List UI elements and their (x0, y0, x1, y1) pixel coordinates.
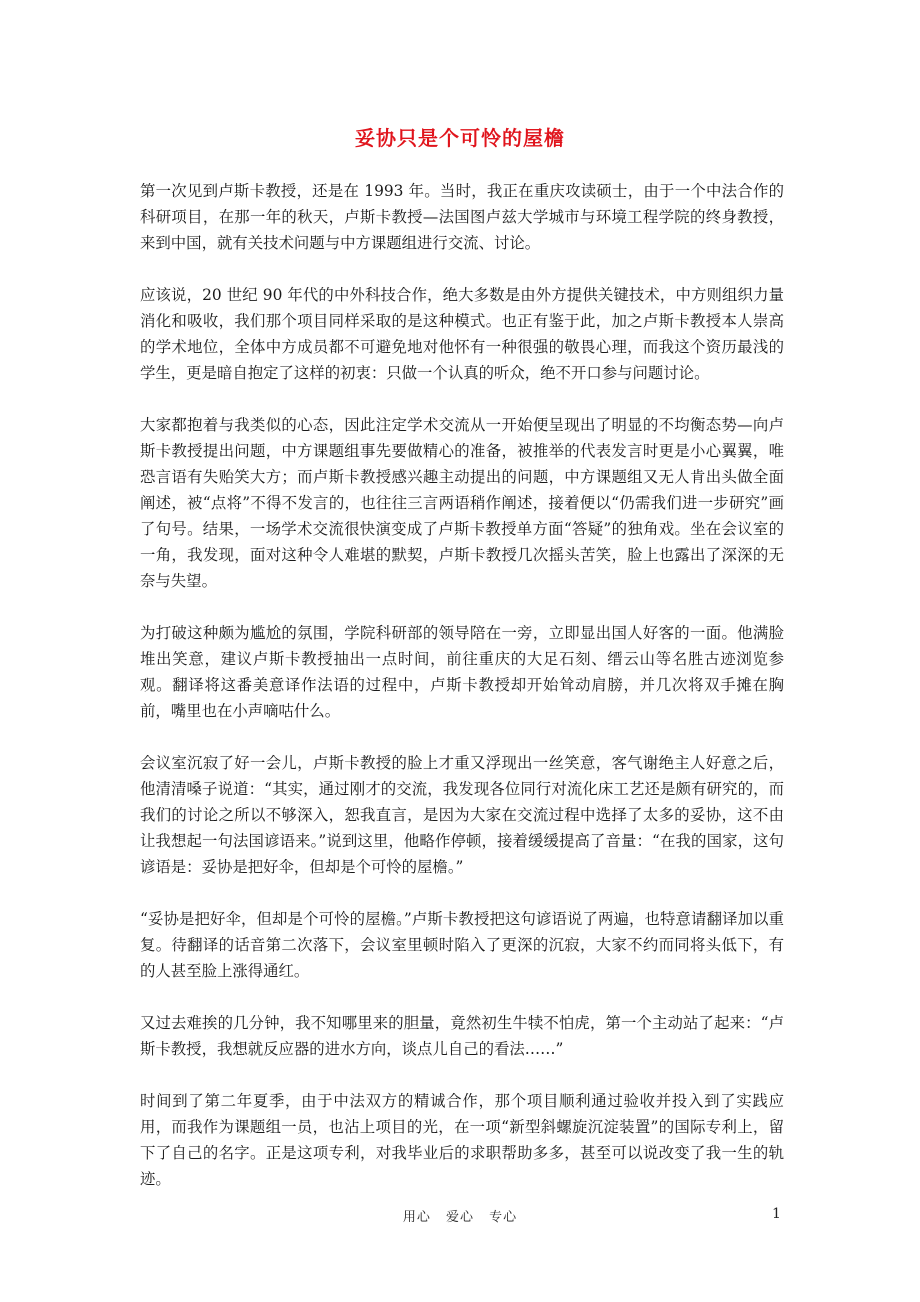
page-number: 1 (772, 1206, 781, 1222)
footer-slogan: 用心 爱心 专心 (402, 1210, 518, 1225)
paragraph-4: 为打破这种颇为尴尬的氛围，学院科研部的领导陪在一旁，立即显出国人好客的一面。他满脸堆出笑意，建议卢斯卡教授抽出一点时间，前往重庆的大足石刻、缙云山等名胜古迹浏览参观。翻译将这番美意译作法语的过程中，卢斯卡教授却开始耸动肩膀，并几次将双手摊在胸前，嘴里也在小声嘀咕什么。 (140, 624, 784, 720)
paragraph-5: 会议室沉寂了好一会儿，卢斯卡教授的脸上才重又浮现出一丝笑意，客气谢绝主人好意之后，他清清嗓子说道：“其实，通过刚才的交流，我发现各位同行对流化床工艺还是颇有研究的，而我们的讨论之所以不够深入，恕我直言，是因为大家在交流过程中选择了太多的妥协，这不由让我想起一句法国谚语来。”说到这里，他略作停顿，接着缓缓提高了音量：“在我的国家，这句谚语是：妥协是把好伞，但却是个可怜的屋檐。” (140, 754, 784, 876)
paragraph-1: 第一次见到卢斯卡教授，还是在 1993 年。当时，我正在重庆攻读硕士，由于一个中法合作的科研项目，在那一年的秋天，卢斯卡教授—法国图卢兹大学城市与环境工程学院的终身教授，来到中国，就有关技术问题与中方课题组进行交流、讨论。 (140, 182, 784, 252)
paragraph-3: 大家都抱着与我类似的心态，因此注定学术交流从一开始便呈现出了明显的不均衡态势—向卢斯卡教授提出问题，中方课题组事先要做精心的准备，被推举的代表发言时更是小心翼翼，唯恐言语有失贻笑大方；而卢斯卡教授感兴趣主动提出的问题，中方课题组又无人肯出头做全面阐述，被“点将”不得不发言的，也往往三言两语稍作阐述，接着便以“仍需我们进一步研究”画了句号。结果，一场学术交流很快演变成了卢斯卡教授单方面“答疑”的独角戏。坐在会议室的一角，我发现，面对这种令人难堪的默契，卢斯卡教授几次摇头苦笑，脸上也露出了深深的无奈与失望。 (140, 416, 784, 590)
paragraph-8: 时间到了第二年夏季，由于中法双方的精诚合作，那个项目顺利通过验收并投入到了实践应用，而我作为课题组一员，也沾上项目的光，在一项“新型斜螺旋沉淀装置”的国际专利上，留下了自己的名字。正是这项专利，对我毕业后的求职帮助多多，甚至可以说改变了我一生的轨迹。 (140, 1092, 784, 1188)
paragraph-6: “妥协是把好伞，但却是个可怜的屋檐。”卢斯卡教授把这句谚语说了两遍，也特意请翻译加以重复。待翻译的话音第二次落下，会议室里顿时陷入了更深的沉寂，大家不约而同将头低下，有的人甚至脸上涨得通红。 (140, 910, 784, 980)
document-title: 妥协只是个可怜的屋檐 (355, 126, 565, 150)
article-body (140, 178, 784, 1218)
paragraph-7: 又过去难挨的几分钟，我不知哪里来的胆量，竟然初生牛犊不怕虎，第一个主动站了起来：“卢斯卡教授，我想就反应器的进水方向，谈点儿自己的看法……” (140, 1014, 784, 1058)
paragraph-2: 应该说，20 世纪 90 年代的中外科技合作，绝大多数是由外方提供关键技术，中方则组织力量消化和吸收，我们那个项目同样采取的是这种模式。也正有鉴于此，加之卢斯卡教授本人崇高的学术地位，全体中方成员都不可避免地对他怀有一种很强的敬畏心理，而我这个资历最浅的学生，更是暗自抱定了这样的初衷：只做一个认真的听众，绝不开口参与问题讨论。 (140, 286, 784, 382)
